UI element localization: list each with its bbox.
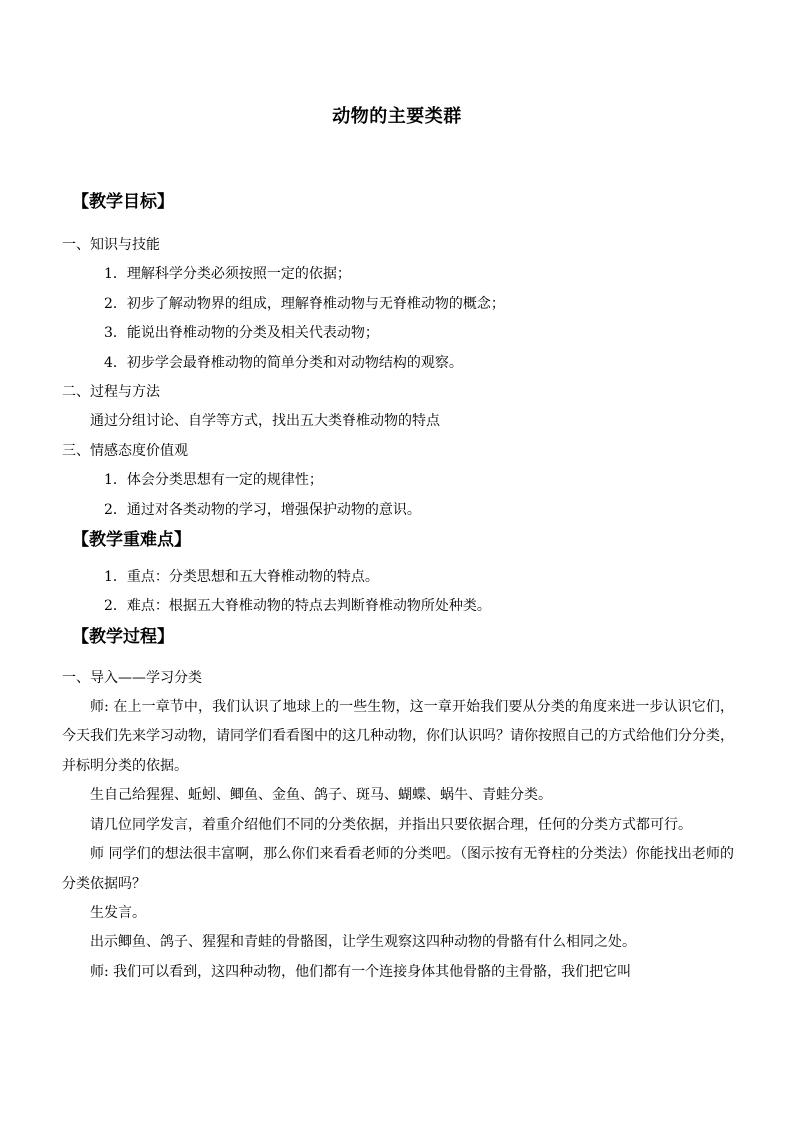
subsection-label-process-methods: 二、过程与方法 [62,383,160,400]
page-title: 动物的主要类群 [332,106,462,127]
list-item: 3．能说出脊椎动物的分类及相关代表动物； [104,325,379,342]
document-body [62,187,734,987]
paragraph: 师 同学们的想法很丰富啊，那么你们来看看老师的分类吧。（图示按有无脊柱的分类法）你能找出老师的分类依据吗？ [62,846,734,892]
list-item: 2．初步了解动物界的组成，理解脊椎动物与无脊椎动物的概念； [104,295,505,312]
paragraph: 师: 我们可以看到，这四种动物，他们都有一个连接身体其他骨骼的主骨骼，我们把它叫 [90,963,632,980]
section-heading-key-points: 【教学重难点】 [72,529,191,550]
paragraph: 生自己给猩猩、蚯蚓、鲫鱼、金鱼、鸽子、斑马、蝴蝶、蜗牛、青蛙分类。 [90,787,552,804]
subsection-label-intro: 一、导入——学习分类 [62,669,202,686]
subsection-label-knowledge-skills: 一、知识与技能 [62,237,160,253]
paragraph: 师: 在上一章节中，我们认识了地球上的一些生物，这一章开始我们要从分类的角度来进一步认识它们，今天我们先来学习动物，请同学们看看图中的这几种动物，你们认识吗？请你按照自己的方式给他们分分类，并标明分类的依据。 [62,699,734,774]
list-item: 4．初步学会最脊椎动物的简单分类和对动物结构的观察。 [104,354,463,371]
list-item: 1．重点：分类思想和五大脊椎动物的特点。 [104,568,379,585]
list-item: 1．体会分类思想有一定的规律性； [104,472,323,489]
list-item: 2．通过对各类动物的学习，增强保护动物的意识。 [104,501,421,518]
section-heading-process: 【教学过程】 [72,626,174,647]
list-item: 1．理解科学分类必须按照一定的依据； [104,266,351,283]
paragraph: 通过分组讨论、自学等方式，找出五大类脊椎动物的特点 [90,413,440,430]
section-heading-objectives: 【教学目标】 [72,192,174,212]
paragraph: 出示鲫鱼、鸽子、猩猩和青蛙的骨骼图，让学生观察这四种动物的骨骼有什么相同之处。 [90,934,636,951]
list-item: 2．难点：根据五大脊椎动物的特点去判断脊椎动物所处种类。 [104,598,491,615]
paragraph: 请几位同学发言，着重介绍他们不同的分类依据，并指出只要依据合理，任何的分类方式都可行。 [90,816,692,833]
paragraph: 生发言。 [90,904,146,921]
subsection-label-attitudes-values: 三、情感态度价值观 [62,442,188,459]
